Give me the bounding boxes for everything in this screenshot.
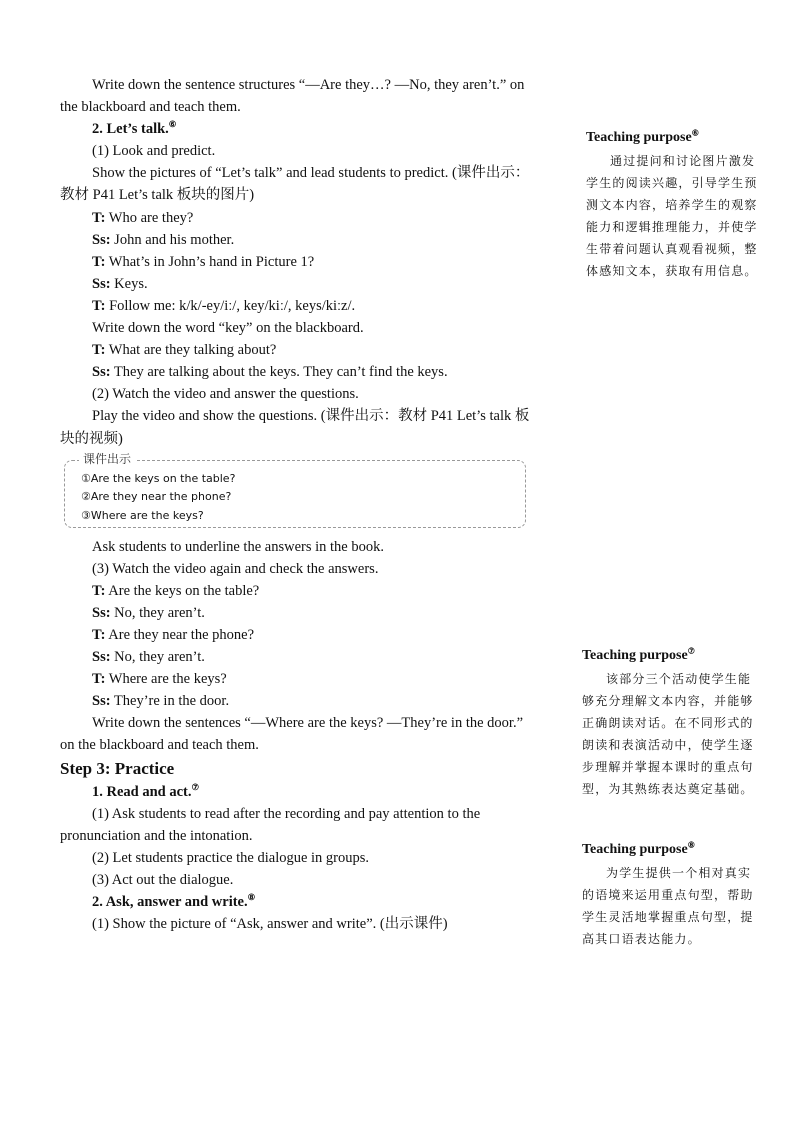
courseware-box (64, 451, 526, 528)
teaching-purpose-text: 通过提问和讨论图片激发学生的阅读兴趣，引导学生预测文本内容，培养学生的观察能力和逻辑推理能力，并使学生带着问题认真观看视频，整体感知文本，获取有用信息。 (586, 154, 758, 278)
footnote-mark: ⑥ (168, 119, 177, 130)
paragraph: Show the pictures of “Let’s talk” and lead students to predict. (课件出示：教材 P41 Let’s talk 板块的图片) (60, 165, 530, 204)
section-heading-lets-talk: 2. Let’s talk.⑥ (92, 119, 177, 138)
paragraph: Play the video and show the questions. (课件出示：教材 P41 Let’s talk 板块的视频) (60, 408, 530, 447)
footnote-mark: ⑦ (191, 781, 200, 792)
teaching-purpose-text: 该部分三个活动使学生能够充分理解文本内容，并能够正确朗读对话。在不同形式的朗读和表演活动中，使学生逐步理解并掌握本课时的重点句型，为其熟练表达奠定基础。 (582, 672, 754, 796)
section-heading-ask-answer-write: 2. Ask, answer and write.⑧ (92, 892, 256, 910)
paragraph: (3) Act out the dialogue. (92, 871, 234, 888)
dialogue-line: T: Follow me: k/k/-ey/iː/, key/kiː/, keys/kiːz/. (92, 297, 356, 314)
paragraph: (1) Ask students to read after the recording and pay attention to the pronunciation and the intonation. (60, 805, 481, 844)
sub-heading: (3) Watch the video again and check the answers. (92, 560, 379, 577)
dialogue-line: Ss: John and his mother. (92, 231, 235, 248)
paragraph: (1) Show the picture of “Ask, answer and write”. (出示课件) (92, 916, 448, 933)
step-heading: Step 3: Practice (60, 758, 175, 778)
courseware-question: ①Are the keys on the table? (81, 471, 236, 485)
paragraph: Write down the sentence structures “—Are they…? —No, they aren’t.” on the blackboard and teach them. (60, 77, 525, 116)
dialogue-line: Ss: No, they aren’t. (92, 649, 205, 666)
courseware-question: ③Where are the keys? (81, 508, 204, 522)
main-column (60, 74, 532, 935)
teaching-purpose-note (582, 840, 756, 950)
footnote-mark: ⑧ (247, 892, 256, 903)
teaching-purpose-text: 为学生提供一个相对真实的语境来运用重点句型，帮助学生灵活地掌握重点句型，提高其口语表达能力。 (582, 866, 754, 946)
teaching-purpose-title: Teaching purpose⑦ (582, 646, 695, 663)
footnote-mark: ⑥ (691, 128, 699, 138)
teaching-purpose-note (586, 128, 760, 282)
dialogue-line: T: What are they talking about? (92, 342, 277, 359)
dialogue-line: T: Are the keys on the table? (92, 582, 260, 599)
sub-heading: (2) Watch the video and answer the questions. (92, 386, 359, 403)
courseware-question-list (81, 470, 235, 526)
dialogue-line: Ss: No, they aren’t. (92, 604, 205, 621)
dialogue-line: Ss: Keys. (92, 275, 148, 292)
dialogue-line: T: What’s in John’s hand in Picture 1? (92, 253, 315, 270)
footnote-mark: ⑦ (687, 646, 695, 656)
dialogue-line: Ss: They’re in the door. (92, 693, 230, 710)
teaching-purpose-title: Teaching purpose⑥ (586, 128, 699, 145)
paragraph: Write down the word “key” on the blackboard. (92, 320, 364, 337)
paragraph: Write down the sentences “—Where are the keys? —They’re in the door.” on the blackboard and teach them. (60, 715, 524, 754)
dialogue-line: T: Who are they? (92, 209, 194, 226)
dialogue-line: T: Are they near the phone? (92, 626, 254, 643)
section-heading-read-and-act: 1. Read and act.⑦ (92, 781, 200, 800)
teaching-purpose-note (582, 646, 756, 800)
teaching-purpose-title: Teaching purpose⑧ (582, 840, 695, 857)
dialogue-line: Ss: They are talking about the keys. They can’t find the keys. (92, 364, 448, 381)
dialogue-line: T: Where are the keys? (92, 671, 227, 688)
footnote-mark: ⑧ (687, 840, 695, 850)
courseware-box-title: 课件出示 (79, 451, 135, 467)
paragraph: Ask students to underline the answers in the book. (92, 538, 384, 555)
courseware-question: ②Are they near the phone? (81, 490, 232, 504)
sub-heading: (1) Look and predict. (92, 143, 216, 160)
paragraph: (2) Let students practice the dialogue in groups. (92, 849, 370, 866)
